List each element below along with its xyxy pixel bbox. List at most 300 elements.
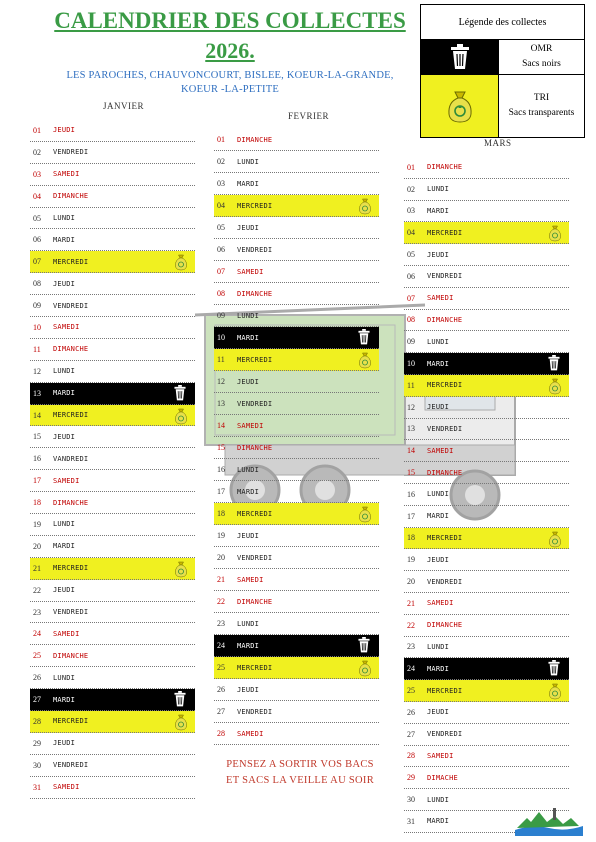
- day-row: [30, 142, 195, 164]
- day-number: 10: [407, 359, 415, 369]
- day-number: 02: [217, 157, 225, 166]
- day-number: 29: [33, 738, 41, 748]
- day-row: [404, 244, 569, 266]
- day-number: 09: [407, 337, 415, 347]
- day-name: MARDI: [237, 641, 260, 650]
- day-name: VENDREDI: [427, 272, 463, 281]
- day-name: DIMANCHE: [53, 345, 89, 354]
- day-name: MERCREDI: [427, 686, 463, 695]
- day-row: [404, 549, 569, 571]
- day-number: 17: [407, 511, 415, 521]
- day-name: MARDI: [427, 817, 450, 826]
- trash-bin-icon: [357, 637, 373, 653]
- day-number: 08: [407, 315, 415, 325]
- day-row: [30, 733, 195, 755]
- trash-bin-icon: [547, 660, 563, 676]
- day-name: JEUDI: [53, 126, 76, 135]
- day-row: [404, 746, 569, 768]
- day-number: 04: [33, 191, 41, 201]
- day-name: LUNDI: [53, 673, 76, 682]
- day-name: SAMEDI: [427, 294, 454, 303]
- day-number: 03: [217, 179, 225, 188]
- day-name: JEUDI: [237, 223, 260, 232]
- day-row: [30, 470, 195, 492]
- day-name: JEUDI: [427, 403, 450, 412]
- day-name: LUNDI: [427, 642, 450, 651]
- trash-bin-icon: [173, 691, 189, 707]
- day-row: [30, 580, 195, 602]
- day-name: MERCREDI: [237, 509, 273, 518]
- day-number: 23: [217, 619, 225, 628]
- day-name: SAMEDI: [237, 421, 264, 430]
- day-number: 15: [217, 443, 225, 452]
- day-name: DIMANCHE: [427, 621, 463, 630]
- day-number: 24: [407, 664, 415, 674]
- day-row: [30, 689, 195, 711]
- day-row: [404, 528, 569, 550]
- day-name: MERCREDI: [237, 355, 273, 364]
- day-row: [404, 353, 569, 375]
- day-number: 11: [407, 380, 415, 390]
- day-number: 16: [217, 465, 225, 474]
- day-number: 03: [407, 206, 415, 216]
- day-name: SAMEDI: [427, 751, 454, 760]
- day-name: VENDREDI: [53, 148, 89, 157]
- reminder-text: [215, 757, 385, 789]
- day-name: MERCREDI: [237, 201, 273, 210]
- day-number: 19: [33, 519, 41, 529]
- month-column-mars: [404, 157, 569, 833]
- month-title-janvier: JANVIER: [103, 101, 144, 111]
- day-number: 08: [217, 289, 225, 298]
- trash-bin-icon: [547, 355, 563, 371]
- day-row: [404, 222, 569, 244]
- day-name: VANDREDI: [53, 454, 89, 463]
- day-name: JEUDI: [53, 432, 76, 441]
- day-row: [214, 481, 379, 503]
- day-row: [404, 397, 569, 419]
- day-row: [214, 283, 379, 305]
- day-name: MERCREDI: [53, 717, 89, 726]
- day-number: 26: [217, 685, 225, 694]
- day-row: [30, 295, 195, 317]
- day-name: DIMACHE: [427, 773, 458, 782]
- day-name: MERCREDI: [427, 533, 463, 542]
- day-row: [214, 173, 379, 195]
- day-row: [404, 593, 569, 615]
- day-row: [404, 658, 569, 680]
- day-row: [214, 635, 379, 657]
- day-name: MARDI: [53, 235, 76, 244]
- day-name: DIMANCHE: [427, 163, 463, 172]
- day-number: 03: [33, 169, 41, 179]
- day-number: 15: [407, 468, 415, 478]
- day-name: MARDI: [53, 542, 76, 551]
- day-name: MARDI: [53, 389, 76, 398]
- day-row: [404, 310, 569, 332]
- town-logo: [513, 806, 585, 836]
- legend-omr-row: [421, 40, 584, 74]
- day-name: LUNDI: [53, 367, 76, 376]
- month-column-janvier: [30, 120, 195, 799]
- day-name: MARDI: [427, 512, 450, 521]
- day-name: MERCREDI: [53, 564, 89, 573]
- day-name: VENDREDI: [427, 730, 463, 739]
- day-row: [404, 331, 569, 353]
- day-row: [30, 186, 195, 208]
- day-row: [404, 724, 569, 746]
- day-name: SAMEDI: [427, 446, 454, 455]
- day-name: VENDREDI: [53, 608, 89, 617]
- calendar-title: CALENDRIER DES COLLECTES: [54, 8, 406, 33]
- day-number: 05: [407, 250, 415, 260]
- day-number: 31: [33, 782, 41, 792]
- legend-omr-sub: Sacs noirs: [522, 59, 561, 69]
- day-number: 05: [217, 223, 225, 232]
- legend-tri-swatch: [421, 75, 499, 137]
- day-name: SAMEDI: [53, 783, 80, 792]
- day-number: 14: [33, 410, 41, 420]
- legend-omr-swatch: [421, 40, 499, 74]
- day-number: 17: [217, 487, 225, 496]
- day-row: [214, 129, 379, 151]
- calendar-year: 2026.: [205, 38, 255, 63]
- day-row: [214, 349, 379, 371]
- legend-tri-sub: Sacs transparents: [508, 108, 575, 118]
- day-name: MERCREDI: [427, 381, 463, 390]
- day-name: JEUDI: [53, 279, 76, 288]
- day-name: LUNDI: [53, 214, 76, 222]
- day-row: [404, 375, 569, 397]
- day-row: [30, 755, 195, 777]
- day-number: 01: [33, 125, 41, 135]
- day-name: VENDREDI: [53, 761, 89, 770]
- recycling-bag-icon: [173, 253, 189, 269]
- day-row: [404, 571, 569, 593]
- recycling-bag-icon: [445, 88, 475, 124]
- day-number: 12: [407, 402, 415, 412]
- day-name: SAMEDI: [237, 729, 264, 738]
- day-name: JEUDI: [427, 555, 450, 564]
- day-name: DIMANCHE: [237, 443, 273, 452]
- day-number: 25: [217, 663, 225, 672]
- day-number: 24: [217, 641, 225, 650]
- day-number: 19: [217, 531, 225, 540]
- day-row: [214, 151, 379, 173]
- day-name: SAMEDI: [237, 267, 264, 276]
- day-row: [214, 701, 379, 723]
- day-row: [30, 667, 195, 689]
- recycling-bag-icon: [547, 682, 563, 698]
- day-number: 13: [33, 388, 41, 398]
- day-number: 28: [407, 751, 415, 761]
- day-number: 23: [407, 642, 415, 652]
- day-number: 27: [217, 707, 225, 716]
- day-name: SAMEDI: [53, 629, 80, 638]
- reminder-line-1: PENSEZ A SORTIR VOS BACS: [226, 759, 374, 770]
- day-row: [30, 711, 195, 733]
- day-name: SAMEDI: [427, 599, 454, 608]
- day-name: MARDI: [237, 333, 260, 342]
- day-row: [214, 217, 379, 239]
- day-row: [30, 426, 195, 448]
- day-number: 20: [407, 577, 415, 587]
- day-row: [30, 229, 195, 251]
- month-title-fevrier: FEVRIER: [288, 111, 330, 121]
- recycling-bag-icon: [173, 713, 189, 729]
- day-number: 10: [217, 333, 225, 342]
- day-row: [404, 680, 569, 702]
- day-row: [30, 208, 195, 230]
- day-row: [30, 317, 195, 339]
- day-row: [404, 767, 569, 789]
- recycling-bag-icon: [357, 351, 373, 367]
- day-row: [214, 371, 379, 393]
- day-number: 02: [407, 184, 415, 194]
- day-name: LUNDI: [53, 520, 76, 529]
- day-row: [30, 558, 195, 580]
- day-number: 04: [407, 228, 415, 238]
- communes-line-2: KOEUR -LA-PETITE: [181, 84, 279, 95]
- day-name: LUNDI: [237, 619, 260, 628]
- recycling-bag-icon: [357, 197, 373, 213]
- day-name: MARDI: [53, 695, 76, 704]
- day-row: [214, 503, 379, 525]
- day-row: [30, 645, 195, 667]
- day-number: 12: [217, 377, 225, 386]
- trash-bin-icon: [449, 44, 471, 70]
- recycling-bag-icon: [547, 377, 563, 393]
- day-row: [30, 448, 195, 470]
- day-number: 13: [407, 424, 415, 434]
- day-row: [214, 305, 379, 327]
- day-row: [214, 525, 379, 547]
- day-row: [30, 777, 195, 799]
- day-number: 26: [407, 707, 415, 717]
- day-row: [404, 702, 569, 724]
- day-name: LUNDI: [427, 337, 450, 346]
- legend-omr-label: OMR: [530, 44, 553, 54]
- day-number: 06: [407, 271, 415, 281]
- trash-bin-icon: [173, 385, 189, 401]
- day-number: 15: [33, 432, 41, 442]
- day-number: 23: [33, 607, 41, 617]
- day-row: [30, 383, 195, 405]
- day-number: 20: [33, 541, 41, 551]
- day-number: 04: [217, 201, 225, 210]
- day-name: VENDREDI: [237, 707, 273, 716]
- day-number: 18: [217, 509, 225, 518]
- month-column-fevrier: [214, 129, 379, 745]
- legend-tri-label: TRI: [533, 93, 550, 103]
- day-row: [30, 251, 195, 273]
- day-number: 18: [407, 533, 415, 543]
- day-number: 06: [217, 245, 225, 254]
- day-name: DIMANCHE: [53, 192, 89, 201]
- reminder-line-2: ET SACS LA VEILLE AU SOIR: [226, 775, 374, 786]
- day-number: 09: [217, 311, 225, 320]
- day-number: 09: [33, 301, 41, 311]
- day-number: 22: [33, 585, 41, 595]
- day-name: VENDREDI: [237, 399, 273, 408]
- day-number: 28: [33, 716, 41, 726]
- day-number: 27: [33, 695, 41, 705]
- day-number: 30: [407, 795, 415, 804]
- day-row: [404, 419, 569, 441]
- day-number: 22: [407, 620, 415, 630]
- day-name: MERCREDI: [53, 411, 89, 420]
- day-number: 18: [33, 498, 41, 508]
- day-row: [30, 536, 195, 558]
- day-row: [404, 615, 569, 637]
- day-row: [404, 201, 569, 223]
- day-row: [30, 623, 195, 645]
- day-row: [30, 120, 195, 142]
- day-number: 24: [33, 629, 41, 639]
- day-name: MERCREDI: [237, 663, 273, 672]
- day-name: LUNDI: [237, 157, 260, 166]
- day-name: JEUDI: [237, 685, 260, 694]
- day-name: JEUDI: [237, 377, 260, 386]
- day-row: [214, 569, 379, 591]
- day-name: MARDI: [427, 206, 450, 215]
- day-number: 05: [33, 213, 41, 223]
- day-number: 26: [33, 673, 41, 683]
- day-number: 02: [33, 147, 41, 157]
- day-row: [214, 657, 379, 679]
- day-row: [214, 613, 379, 635]
- day-name: DIMANCHE: [53, 498, 89, 507]
- day-name: LUNDI: [427, 185, 450, 194]
- legend-tri-row: [421, 74, 584, 137]
- day-number: 21: [217, 575, 225, 584]
- day-row: [404, 637, 569, 659]
- day-name: MERCREDI: [53, 257, 89, 266]
- legend-title: Légende des collectes: [421, 5, 584, 40]
- day-number: 29: [407, 773, 415, 783]
- day-number: 13: [217, 399, 225, 408]
- day-row: [30, 405, 195, 427]
- day-name: LUNDI: [237, 311, 260, 320]
- day-row: [214, 261, 379, 283]
- day-number: 11: [217, 355, 225, 364]
- day-row: [404, 288, 569, 310]
- day-number: 31: [407, 816, 415, 826]
- day-name: SAMEDI: [53, 323, 80, 332]
- day-row: [30, 339, 195, 361]
- day-number: 17: [33, 476, 41, 486]
- day-row: [214, 679, 379, 701]
- day-row: [214, 459, 379, 481]
- day-row: [214, 591, 379, 613]
- recycling-bag-icon: [357, 505, 373, 521]
- day-row: [214, 239, 379, 261]
- day-row: [214, 723, 379, 745]
- day-number: 14: [407, 446, 415, 456]
- day-number: 16: [33, 454, 41, 464]
- day-row: [30, 602, 195, 624]
- recycling-bag-icon: [173, 407, 189, 423]
- day-row: [30, 273, 195, 295]
- day-number: 01: [407, 162, 415, 172]
- day-number: 20: [217, 553, 225, 562]
- day-name: MARDI: [237, 487, 260, 496]
- day-name: MARDI: [427, 359, 450, 368]
- day-name: MARDI: [427, 664, 450, 673]
- day-number: 19: [407, 555, 415, 565]
- day-number: 01: [217, 135, 225, 144]
- day-name: JEUDI: [427, 708, 450, 717]
- day-number: 27: [407, 729, 415, 739]
- day-number: 07: [217, 267, 225, 276]
- day-name: JEUDI: [53, 739, 76, 748]
- day-row: [404, 179, 569, 201]
- day-name: JEUDI: [237, 531, 260, 540]
- day-number: 07: [33, 257, 41, 267]
- day-number: 06: [33, 235, 41, 245]
- day-number: 25: [407, 686, 415, 696]
- day-row: [214, 415, 379, 437]
- day-row: [404, 266, 569, 288]
- day-row: [30, 164, 195, 186]
- recycling-bag-icon: [173, 560, 189, 576]
- day-row: [214, 195, 379, 217]
- day-name: VENDREDI: [427, 577, 463, 586]
- day-number: 11: [33, 344, 41, 354]
- day-row: [214, 547, 379, 569]
- day-row: [214, 437, 379, 459]
- day-number: 12: [33, 366, 41, 376]
- day-row: [30, 514, 195, 536]
- day-number: 25: [33, 651, 41, 661]
- day-row: [214, 393, 379, 415]
- day-name: MERCREDI: [427, 228, 463, 237]
- day-number: 21: [33, 563, 41, 573]
- day-name: LUNDI: [237, 465, 260, 474]
- day-number: 07: [407, 293, 415, 303]
- day-number: 30: [33, 760, 41, 770]
- day-name: DIMANCHE: [53, 651, 89, 660]
- day-row: [30, 492, 195, 514]
- trash-bin-icon: [357, 329, 373, 345]
- day-number: 28: [217, 729, 225, 738]
- day-number: 08: [33, 279, 41, 289]
- day-name: DIMANCHE: [427, 315, 463, 324]
- day-name: LUNDI: [427, 795, 450, 804]
- day-row: [214, 327, 379, 349]
- day-name: VENDREDI: [427, 424, 463, 433]
- day-name: DIMANCHE: [237, 597, 273, 606]
- day-number: 16: [407, 489, 415, 499]
- day-row: [404, 506, 569, 528]
- day-name: LUNDI: [427, 490, 450, 499]
- day-name: JEUDI: [53, 586, 76, 595]
- day-row: [404, 440, 569, 462]
- day-name: DIMANCHE: [237, 135, 273, 144]
- day-number: 14: [217, 421, 225, 430]
- day-name: SAMEDI: [53, 476, 80, 485]
- day-name: VENDREDI: [53, 301, 89, 310]
- recycling-bag-icon: [357, 659, 373, 675]
- day-name: SAMEDI: [53, 170, 80, 179]
- day-name: JEUDI: [427, 250, 450, 259]
- day-name: VENDREDI: [237, 553, 273, 562]
- day-name: DIMANCHE: [237, 289, 273, 298]
- communes-line-1: LES PAROCHES, CHAUVONCOURT, BISLEE, KOEUR-LA-GRANDE,: [66, 70, 394, 81]
- recycling-bag-icon: [547, 224, 563, 240]
- day-name: MARDI: [237, 179, 260, 188]
- day-name: DIMANCHE: [427, 468, 463, 477]
